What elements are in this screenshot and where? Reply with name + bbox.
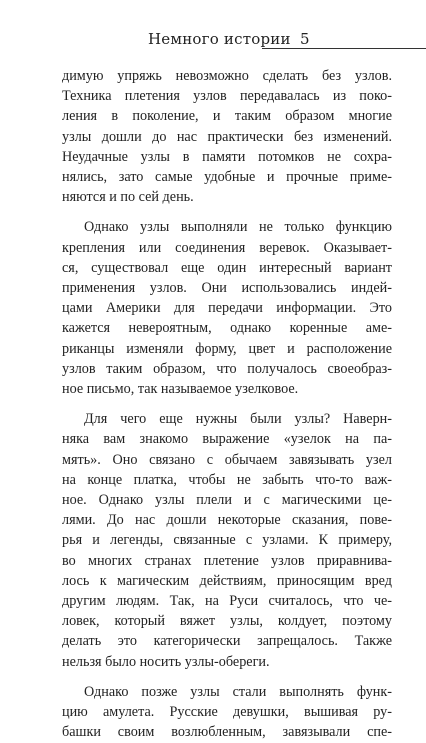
text-line: Однако позже узлы стали выполнять функ- <box>84 683 392 700</box>
paragraph-gap <box>62 672 392 682</box>
text-line: на конце платка, чтобы не забыть что-то важ- <box>62 471 392 488</box>
text-line: башки своим возлюбленным, завязывали спе- <box>62 724 392 741</box>
text-line: рья и легенды, связанные с узлами. К примеру, <box>62 532 392 549</box>
text-line: другим людям. Так, на Руси считалось, что че- <box>62 593 392 610</box>
paragraph-gap <box>62 399 392 409</box>
text-line: во многих странах плетение узлов приравнива- <box>62 552 392 569</box>
text-line: Техника плетения узлов передавалась из поко- <box>62 88 392 105</box>
text-line: лями. До нас дошли некоторые сказания, пове- <box>62 512 392 529</box>
header-rule <box>262 48 426 49</box>
text-line: делать это категорически запрещалось. Также <box>62 633 392 650</box>
paragraph-gap <box>62 207 392 217</box>
paragraph <box>62 682 392 743</box>
paragraph <box>62 66 392 207</box>
text-line: лось к магическим действиям, приносящим вред <box>62 572 392 589</box>
text-line: димую упряжь невозможно сделать без узлов. <box>62 68 392 84</box>
text-line: риканцы изменяли форму, цвет и расположение <box>62 340 392 357</box>
text-line: кажется невероятным, однако коренные аме- <box>62 320 392 337</box>
text-line: ся, существовал еще один интересный вариант <box>62 259 392 276</box>
page-number: 5 <box>300 30 310 48</box>
text-line: применения узлов. Они использовались индей- <box>62 280 392 297</box>
running-header: Немного истории <box>148 30 291 48</box>
text-line: няются и по сей день. <box>62 189 194 206</box>
text-line: Для чего еще нужны были узлы? Наверн- <box>84 411 392 428</box>
text-line: нельзя было носить узлы-обереги. <box>62 653 270 670</box>
text-line: ления в поколение, и таким образом многие <box>62 108 392 125</box>
text-line: няка вам знакомо выражение «узелок на па- <box>62 431 392 448</box>
text-line: Неудачные узлы в памяти потомков не сохра- <box>62 148 392 165</box>
body-text <box>62 66 392 743</box>
text-line: узлы дошли до нас практически без изменений. <box>62 128 392 145</box>
text-line: ное. Однако узлы плели и с магическими це- <box>62 492 392 509</box>
text-line: ловек, который вяжет узлы, колдует, поэтому <box>62 613 392 630</box>
text-line: цами Америки для передачи информации. Это <box>62 300 392 317</box>
text-line: Однако узлы выполняли не только функцию <box>84 219 392 236</box>
text-line: мять». Оно связано с обычаем завязывать узел <box>62 451 392 468</box>
paragraph <box>62 217 392 399</box>
paragraph <box>62 409 392 672</box>
text-line: нялись, зато самые удобные и прочные приме- <box>62 169 392 186</box>
text-line: крепления или соединения веревок. Оказывает- <box>62 239 392 256</box>
text-line: узлов таким образом, что получалось своеобраз- <box>62 360 392 377</box>
text-line: цию амулета. Русские девушки, вышивая ру- <box>62 704 392 721</box>
text-line: ное письмо, так называемое узелковое. <box>62 381 299 398</box>
